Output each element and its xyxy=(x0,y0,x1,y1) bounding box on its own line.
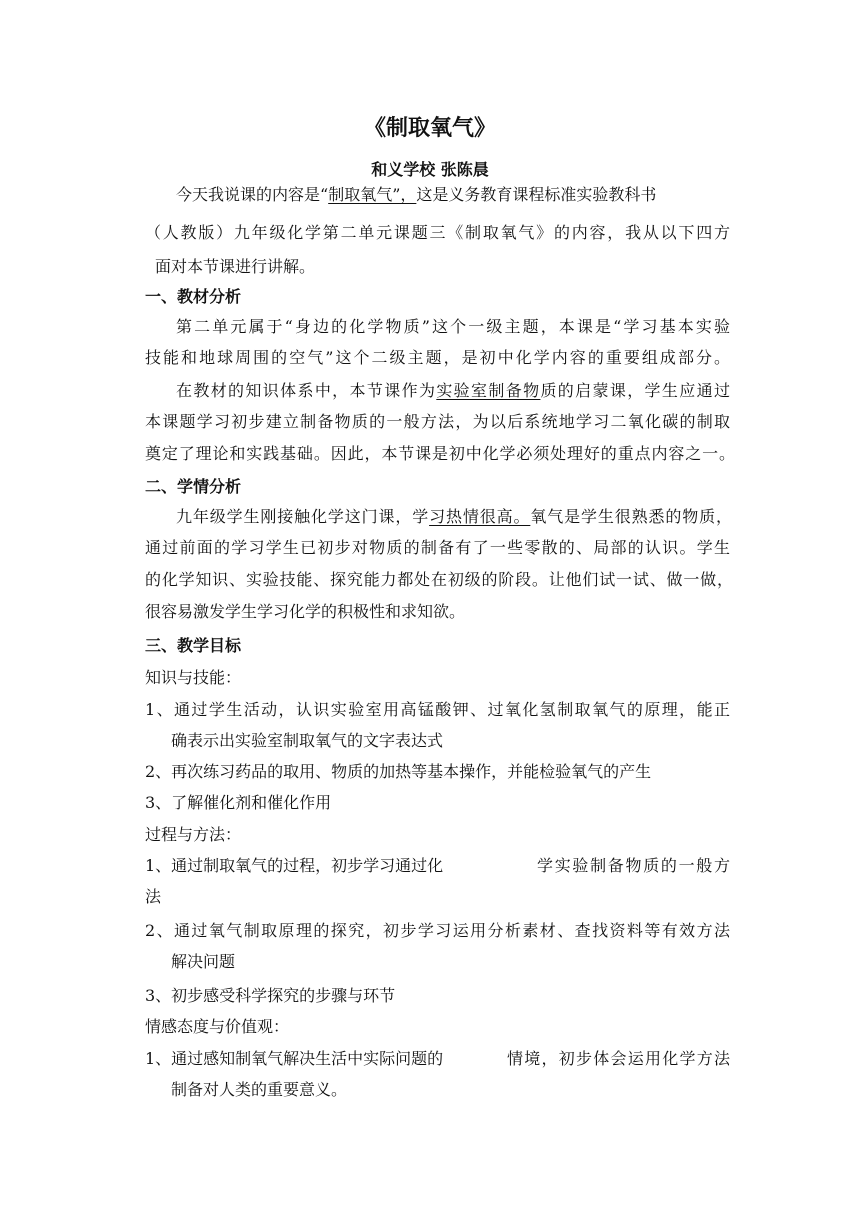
students-line-3: 的化学知识、实验技能、探究能力都处在初级的阶段。让他们试一试、做一做， xyxy=(145,570,733,589)
intro-line-3: 面对本节课进行讲解。 xyxy=(155,257,316,276)
intro-text: 今天我说课的内容是“ xyxy=(176,185,329,204)
attitude-label: 情感态度与价值观： xyxy=(145,1017,290,1036)
materials-p2-line-2: 本课题学习初步建立制备物质的一般方法，为以后系统地学习二氧化碳的制取 xyxy=(145,412,730,431)
intro-underlined-text: 制取氧气”， xyxy=(328,185,417,204)
students-underlined-text: 习热情很高。 xyxy=(429,507,531,526)
knowledge-item-1-line-2: 确表示出实验室制取氧气的文字表达式 xyxy=(171,731,444,750)
materials-underlined-text: 实验室制备物 xyxy=(436,381,541,400)
section-heading-goals: 三、教学目标 xyxy=(145,636,242,655)
knowledge-item-3: 3、了解催化剂和催化作用 xyxy=(145,793,332,812)
attitude-item-1-part-a: 1、通过感知制氧气解决生活中实际问题的 xyxy=(145,1049,444,1068)
attitude-item-1-line-2: 制备对人类的重要意义。 xyxy=(171,1080,348,1099)
materials-p2-line-3: 奠定了理论和实践基础。因此，本节课是初中化学必须处理好的重点内容之一。 xyxy=(145,444,735,463)
students-line-2: 通过前面的学习学生已初步对物质的制备有了一些零散的、局部的认识。学生 xyxy=(145,538,730,557)
materials-text: 质的启蒙课，学生应通过 xyxy=(540,381,730,400)
attitude-item-1-part-b: 情境，初步体会运用化学方法 xyxy=(507,1049,730,1068)
students-text: 氧气是学生很熟悉的物质， xyxy=(530,507,732,526)
knowledge-item-2: 2、再次练习药品的取用、物质的加热等基本操作，并能检验氧气的产生 xyxy=(145,762,652,781)
materials-p1-line-1: 第二单元属于“身边的化学物质”这个一级主题，本课是“学习基本实验 xyxy=(176,317,730,336)
process-item-2-line-2: 解决问题 xyxy=(171,952,236,971)
process-label: 过程与方法： xyxy=(145,825,242,844)
process-item-3: 3、初步感受科学探究的步骤与环节 xyxy=(145,986,396,1005)
students-text: 九年级学生刚接触化学这门课，学 xyxy=(176,507,430,526)
materials-p2-line-1 xyxy=(176,378,730,404)
intro-line-1 xyxy=(176,182,656,208)
intro-line-2: （人教版）九年级化学第二单元课题三《制取氧气》的内容，我从以下四方 xyxy=(145,223,730,242)
students-line-1 xyxy=(176,504,732,530)
materials-p1-line-2: 技能和地球周围的空气”这个二级主题，是初中化学内容的重要组成部分。 xyxy=(145,348,730,367)
document-title: 《制取氧气》 xyxy=(363,115,496,141)
process-item-1-part-b: 学实验制备物质的一般方 xyxy=(537,856,730,875)
intro-text: 这是义务教育课程标准实验教科书 xyxy=(416,185,657,204)
process-item-2-line-1: 2、通过氧气制取原理的探究，初步学习运用分析素材、查找资料等有效方法 xyxy=(145,921,730,940)
knowledge-label: 知识与技能： xyxy=(145,668,242,687)
process-item-1-line-2: 法 xyxy=(145,887,162,906)
knowledge-item-1-line-1: 1、通过学生活动，认识实验室用高锰酸钾、过氧化氢制取氧气的原理，能正 xyxy=(145,700,730,719)
process-item-1-part-a: 1、通过制取氧气的过程，初步学习通过化 xyxy=(145,856,444,875)
students-line-4: 很容易激发学生学习化学的积极性和求知欲。 xyxy=(145,602,466,621)
section-heading-students: 二、学情分析 xyxy=(145,477,242,496)
section-heading-materials: 一、教材分析 xyxy=(145,287,242,306)
author-line: 和义学校 张陈晨 xyxy=(371,160,489,179)
materials-text: 在教材的知识体系中，本节课作为 xyxy=(176,381,437,400)
